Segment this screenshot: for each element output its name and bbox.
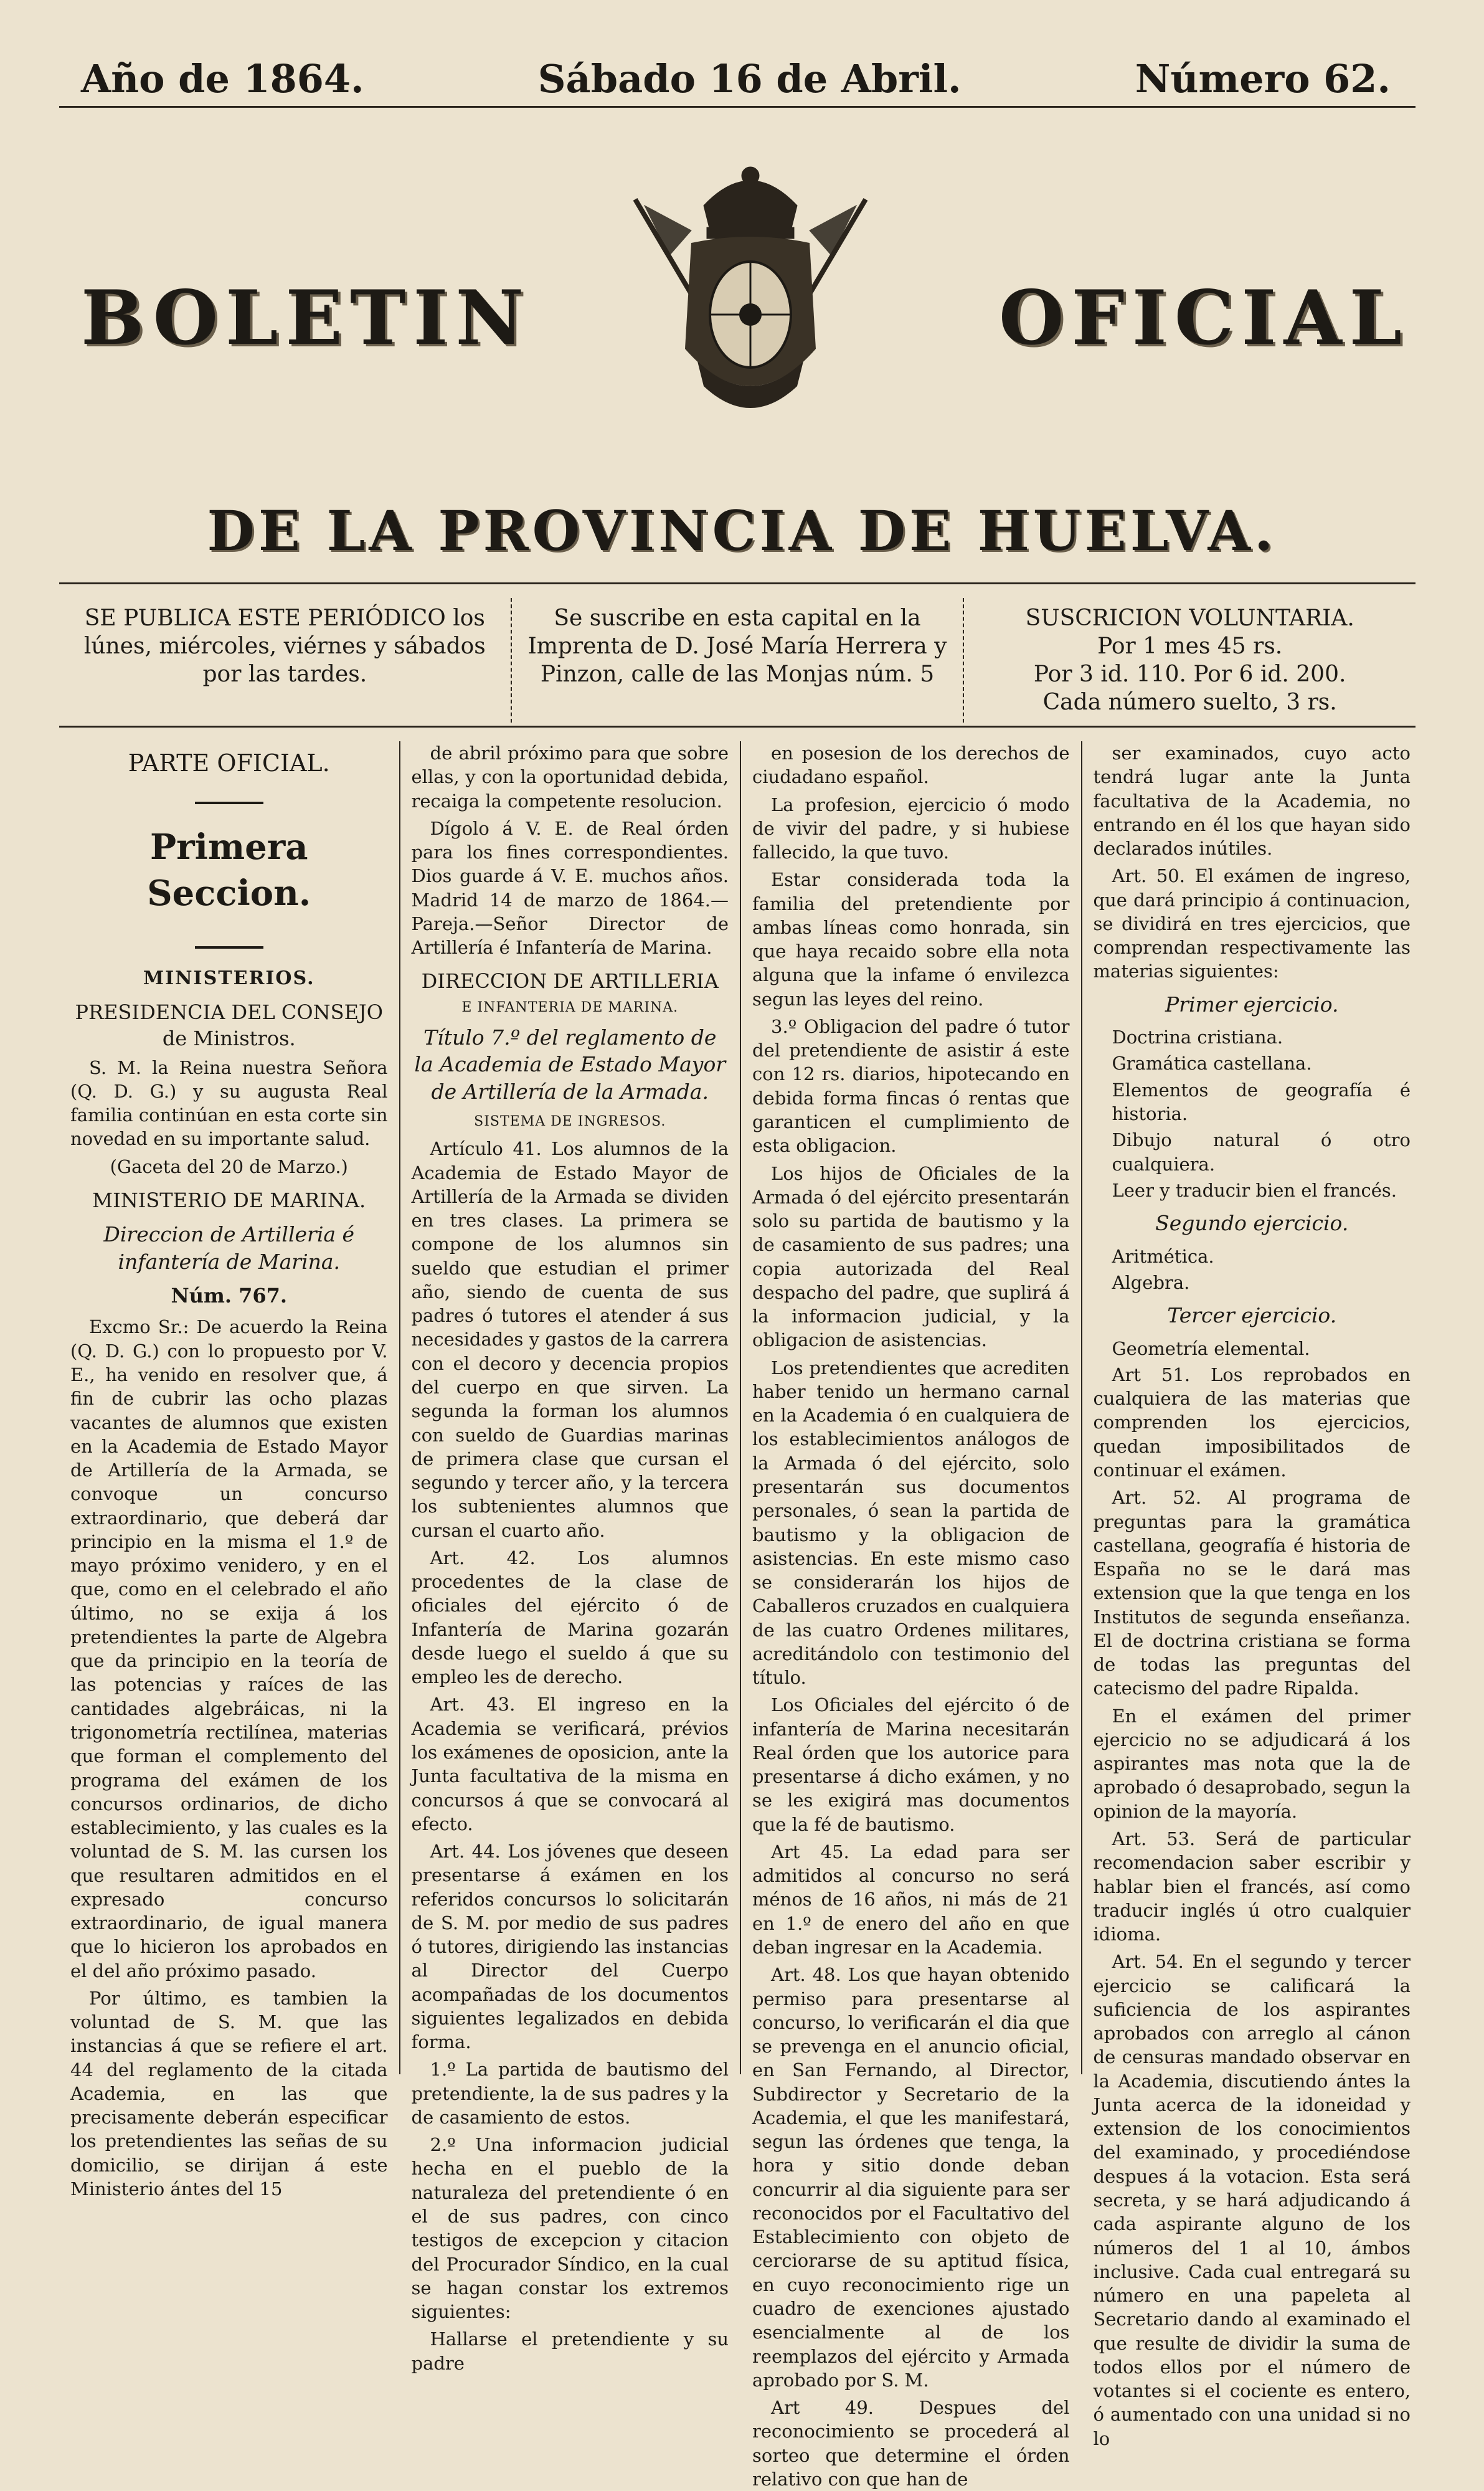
primer-ejercicio-list <box>1094 1025 1411 1202</box>
direccion-artilleria-heading: DIRECCION DE ARTILLERIA <box>421 969 719 994</box>
direccion-sub-heading: E INFANTERIA DE MARINA. <box>461 999 679 1015</box>
paragraph: Los pretendientes que acrediten haber tenido un hermano carnal en la Academia ó en cualquiera de los establecimientos análogos de la Armada ó del ejército, solo presentarán sus documentos personales, ó sean la partida de bautismo y la obligacion de asistencias. En este mismo caso se considerarán los hijos de Caballeros cruzados en cualquiera de las cuatro Ordenes militares, acreditándolo con testimonio del título. <box>752 1357 1070 1689</box>
titulo-heading: Título 7.º del reglamento de la Academia de Estado Mayor de Artillería de la Armada. <box>414 1025 726 1104</box>
list-item: Geometría elemental. <box>1112 1337 1310 1359</box>
segundo-ejercicio-heading: Segundo ejercicio. <box>1155 1211 1349 1236</box>
paragraph: Art 51. Los reprobados en cualquiera de las materias que comprenden los ejercicios, quedan imposibilitados de continuar el exámen. <box>1093 1364 1411 1481</box>
price-1: Por 1 mes 45 rs. <box>1097 633 1283 659</box>
paragraph: Art. 48. Los que hayan obtenido permiso para presentarse al concurso, lo verificarán el dia que se prevenga en el anuncio oficial, en San Fernando, al Director, Subdirector y Secretario de la Academia, el que les manifestará, segun las órdenes que tenga, la hora y sitio donde deban concurrir al dia siguiente para ser reconocidos por el Facultativo del Establecimiento con objeto de cerciorarse de su aptitud física, en cuyo reconocimiento rige un cuadro de exenciones ajustado esencialmente al de los reemplazos del ejército y Armada aprobado por S. M. <box>752 1964 1070 2391</box>
direccion-heading: Direccion de Artilleria é infantería de Marina. <box>103 1222 355 1274</box>
subscription-place: Se suscribe en esta capital en la Imprenta de D. José María Herrera y Pinzon, calle de las Monjas núm. 5 <box>511 598 963 723</box>
primer-ejercicio-heading: Primer ejercicio. <box>1165 992 1339 1017</box>
list-item: Doctrina cristiana. <box>1112 1027 1283 1048</box>
number-heading: Núm. 767. <box>171 1284 288 1308</box>
paragraph: Los Oficiales del ejército ó de infantería de Marina necesitarán Real órden que los autorice para presentarse á dicho exámen, y no se les exigirá mas documentos que la fé de bautismo. <box>752 1694 1070 1835</box>
tercer-ejercicio-list <box>1094 1337 1411 1360</box>
paragraph: Art. 44. Los jóvenes que deseen presentarse á exámen en los referidos concursos lo solicitarán de S. M. por medio de sus padres ó tutores, dirigiendo las instancias al Director del Cuerpo acompañadas de los documentos siguientes legalizados en debida forma. <box>411 1841 729 2053</box>
sistema-heading: SISTEMA DE INGRESOS. <box>474 1114 666 1130</box>
ornament-divider <box>70 790 388 814</box>
seccion-heading: Primera Seccion. <box>147 827 311 914</box>
masthead-line <box>81 56 1391 102</box>
title-word-oficial: OFICIAL <box>999 274 1409 362</box>
segundo-ejercicio-list <box>1094 1245 1411 1295</box>
paragraph: Art. 50. El exámen de ingreso, que dará principio á continuacion, se dividirá en tres ejercicios, que comprendan respectivamente las materias siguientes: <box>1093 865 1411 982</box>
paragraph: Art. 53. Será de particular recomendacion saber escribir y hablar bien el francés, así como traducir inglés ú otro cualquier idioma. <box>1093 1828 1411 1945</box>
price-3: Cada número suelto, 3 rs. <box>1042 690 1337 715</box>
paragraph: ser examinados, cuyo acto tendrá lugar ante la Junta facultativa de la Academia, no entrando en él los que hayan sido declarados inútiles. <box>1093 743 1411 860</box>
ministerios-heading: MINISTERIOS. <box>143 967 315 989</box>
price-2: Por 3 id. 110. Por 6 id. 200. <box>1033 662 1346 687</box>
gaceta-note: (Gaceta del 20 de Marzo.) <box>110 1155 348 1177</box>
column-1 <box>59 741 399 2200</box>
paragraph: Dígolo á V. E. de Real órden para los fines correspondientes. Dios guarde á V. E. muchos años. Madrid 14 de marzo de 1864.—Pareja.—Señor Director de Artillería é Infantería de Marina. <box>411 817 729 959</box>
ministerio-heading: MINISTERIO DE MARINA. <box>92 1188 366 1212</box>
paragraph: S. M. la Reina nuestra Señora (Q. D. G.) y su augusta Real familia continúan en esta corte sin novedad en su importante salud. <box>70 1056 388 1150</box>
paragraph: 2.º Una informacion judicial hecha en el pueblo de la naturaleza del pretendiente ó en el de sus padres, con cinco testigos de excepcion y citacion del Procurador Síndico, en la cual se hagan constar los extremos siguientes: <box>411 2134 729 2323</box>
list-item: Leer y traducir bien el francés. <box>1112 1179 1397 1201</box>
royal-crest-icon <box>610 162 891 436</box>
subscription-title: SUSCRICION VOLUNTARIA. <box>1025 605 1354 631</box>
title-word-boletin: BOLETIN <box>81 274 532 362</box>
article-columns <box>59 741 1422 2490</box>
paragraph: Estar considerada toda la familia del pretendiente por ambas líneas como honrada, sin que haya recaido sobre ella nota alguna que la infame ó envilezca segun las leyes del reino. <box>752 869 1070 1010</box>
subscription-prices <box>963 598 1415 723</box>
list-item: Aritmética. <box>1112 1245 1214 1267</box>
paragraph: Los hijos de Oficiales de la Armada ó del ejército presentarán solo su partida de bautismo y la de casamiento de sus padres; una copia autorizada del Real despacho del padre, que suplirá á la informacion judicial, y la obligacion de asistencias. <box>752 1162 1070 1351</box>
info-row <box>59 598 1415 723</box>
tercer-ejercicio-heading: Tercer ejercicio. <box>1167 1303 1337 1328</box>
paragraph: Art 45. La edad para ser admitidos al concurso no será ménos de 16 años, ni más de 21 en 1.º de enero del año en que deban ingresar en la Academia. <box>752 1841 1070 1958</box>
list-item: Gramática castellana. <box>1112 1053 1312 1075</box>
list-item: Elementos de geografía é historia. <box>1112 1079 1411 1124</box>
info-top-rule <box>59 582 1415 584</box>
paragraph: Hallarse el pretendiente y su padre <box>411 2328 729 2374</box>
title-province: DE LA PROVINCIA DE HUELVA. <box>207 498 1277 563</box>
paragraph: Art. 52. Al programa de preguntas para la gramática castellana, geografía é historia de España no se le dará mas extension que la que tenga en los Institutos de segunda enseñanza. El de doctrina cristiana se forma de todas las preguntas del catecismo del padre Ripalda. <box>1093 1487 1411 1699</box>
paragraph: Art 49. Despues del reconocimiento se procederá al sorteo que determine el órden relativo con que han de <box>752 2397 1070 2490</box>
paragraph: Artículo 41. Los alumnos de la Academia de Estado Mayor de Artillería de la Armada se dividen en tres clases. La primera se compone de los alumnos sin sueldo que estudian el primer año, siendo de cuenta de sus padres ó tutores el atender á sus necesidades y gastos de la carrera con el decoro y decencia propios del cuerpo en que sirven. La segunda la forman los alumnos con sueldo de Guardias marinas de primera clase que cursan el segundo y tercer año, y la tercera los subtenientes alumnos que cursan el cuarto año. <box>411 1138 729 1541</box>
column-2 <box>399 741 740 2374</box>
presidencia-heading: PRESIDENCIA DEL CONSEJO de Ministros. <box>75 1000 383 1051</box>
paragraph: de abril próximo para que sobre ellas, y con la oportunidad debida, recaiga la competente resolucion. <box>411 743 729 812</box>
paragraph: Excmo Sr.: De acuerdo la Reina (Q. D. G.) con lo propuesto por V. E., ha venido en resolver que, á fin de cubrir las ocho plazas vacantes de alumnos que existen en la Academia de Estado Mayor de Artillería de la Armada, se convoque un concurso extraordinario, que deberá dar principio en la misma el 1.º de mayo próximo venidero, y en el que, como en el celebrado el año último, no se exija á los pretendientes la parte de Algebra que da principio en la teoría de las potencias y raíces de las cantidades algebráicas, ni la trigonometría rectilínea, materias que forman el complemento del programa del exámen de los concursos ordinarios, de dicho establecimiento, y las cuales es la voluntad de S. M. las cursen los que resultaren admitidos en el expresado concurso extraordinario, de igual manera que lo hicieron los aprobados en el del año próximo pasado. <box>70 1316 388 1981</box>
paragraph: Art. 54. En el segundo y tercer ejercicio se calificará la suficiencia de los aspirantes aprobados con arreglo al cánon de censuras mandado observar en la Academia, discutiendo ántes la Junta acerca de la idoneidad y extension de los conocimientos del examinado, y procediéndose despues á la votacion. Esta será secreta, y se hará adjudicando á cada aspirante alguno de los números del 1 al 10, ámbos inclusive. Cada cual entregará su número en una papeleta al Secretario dando al examinado el que resulte de dividir la suma de todos ellos por el número de votantes si el cociente es entero, ó aumentado con una unidad si no lo <box>1093 1951 1411 2449</box>
paragraph: Art. 42. Los alumnos procedentes de la clase de oficiales del ejército ó de Infantería de Marina gozarán desde luego el sueldo á que su empleo les de derecho. <box>411 1547 729 1688</box>
paragraph: 1.º La partida de bautismo del pretendiente, la de sus padres y la de casamiento de estos. <box>411 2059 729 2128</box>
issue-year: Año de 1864. <box>81 56 364 102</box>
list-item: Dibujo natural ó otro cualquiera. <box>1112 1129 1411 1175</box>
issue-date: Sábado 16 de Abril. <box>537 56 962 102</box>
paragraph: Por último, es tambien la voluntad de S. M. que las instancias á que se refiere el art. 44 del reglamento de la citada Academia, en las que precisamente deberán especificar los pretendientes las señas de su domicilio, se dirijan á este Ministerio ántes del 15 <box>70 1987 388 2200</box>
column-3 <box>740 741 1081 2490</box>
info-bottom-rule <box>59 726 1415 728</box>
ornament-divider <box>70 934 388 958</box>
column-4 <box>1081 741 1422 2449</box>
issue-number: Número 62. <box>1135 56 1391 102</box>
paragraph: 3.º Obligacion del padre ó tutor del pretendiente de asistir á este con 12 rs. diarios, hipotecando en debida forma fincas ó rentas que garanticen el cumplimiento de esta obligacion. <box>752 1015 1070 1157</box>
paragraph: en posesion de los derechos de ciudadano español. <box>752 743 1070 788</box>
publication-info: SE PUBLICA ESTE PERIÓDICO los lúnes, miércoles, viérnes y sábados por las tardes. <box>83 605 486 687</box>
list-item: Algebra. <box>1112 1271 1190 1293</box>
paragraph: En el exámen del primer ejercicio no se adjudicará á los aspirantes mas nota que la de aprobado ó desaprobado, segun la opinion de la mayoría. <box>1093 1705 1411 1822</box>
paragraph: La profesion, ejercicio ó modo de vivir del padre, y si hubiese fallecido, la que tuvo. <box>752 794 1070 863</box>
paragraph: Art. 43. El ingreso en la Academia se verificará, prévios los exámenes de oposicion, ante la Junta facultativa de la misma en concursos á que se convocará al efecto. <box>411 1694 729 1834</box>
parte-oficial-heading: PARTE OFICIAL. <box>128 749 330 777</box>
top-rule <box>59 106 1415 108</box>
